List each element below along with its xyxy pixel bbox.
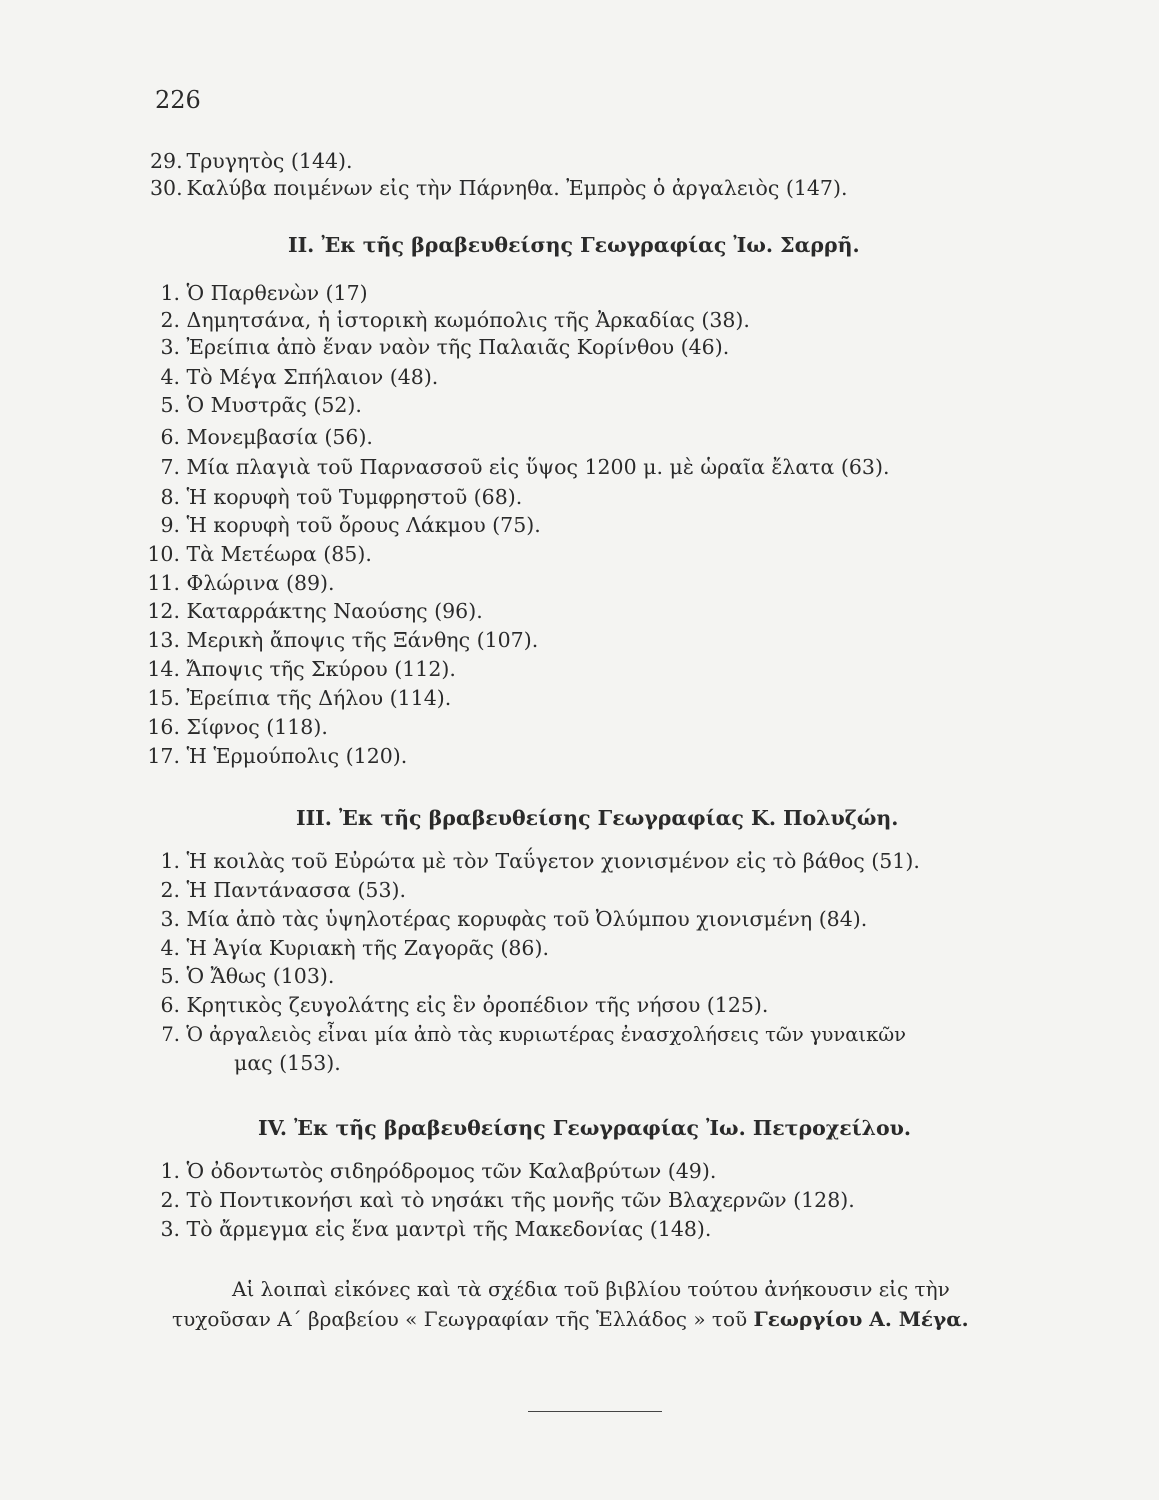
item-number: 8. bbox=[160, 485, 180, 509]
item-text: Μερικὴ ἄποψις τῆς Ξάνθης (107). bbox=[186, 628, 539, 652]
list-item bbox=[150, 148, 353, 174]
item-text: Ἐρείπια ἀπὸ ἕναν ναὸν τῆς Παλαιᾶς Κορίνθου (46). bbox=[186, 335, 730, 359]
item-text: Καταρράκτης Ναούσης (96). bbox=[186, 599, 483, 623]
item-text: Καλύβα ποιμένων εἰς τὴν Πάρνηθα. Ἐμπρὸς ὁ ἀργαλειὸς (147). bbox=[186, 176, 848, 200]
list-item bbox=[150, 364, 438, 390]
item-number: 16. bbox=[147, 715, 180, 739]
closing-note-line-2 bbox=[172, 1306, 969, 1332]
list-item bbox=[142, 743, 407, 769]
list-item bbox=[142, 541, 372, 567]
list-item bbox=[150, 512, 541, 538]
list-item bbox=[150, 1022, 906, 1048]
item-number: 1. bbox=[160, 281, 180, 305]
item-text: Ἡ κοιλὰς τοῦ Εὐρώτα μὲ τὸν Ταΰγετον χιονισμένον εἰς τὸ βάθος (51). bbox=[186, 849, 920, 873]
item-number: 30. bbox=[150, 176, 183, 200]
item-number: 12. bbox=[147, 599, 180, 623]
list-item bbox=[150, 484, 522, 510]
item-number: 29. bbox=[150, 149, 183, 173]
section-3-heading: III. Ἐκ τῆς βραβευθείσης Γεωγραφίας Κ. Πολυζώη. bbox=[296, 806, 899, 830]
list-item bbox=[142, 627, 538, 653]
item-number: 1. bbox=[160, 849, 180, 873]
item-number: 17. bbox=[147, 744, 180, 768]
list-item bbox=[150, 424, 373, 450]
section-2-heading: II. Ἐκ τῆς βραβευθείσης Γεωγραφίας Ἰω. Σαρρῆ. bbox=[288, 233, 860, 257]
item-text: Ἡ κορυφὴ τοῦ ὄρους Λάκμου (75). bbox=[186, 513, 541, 537]
item-number: 7. bbox=[161, 1023, 180, 1046]
item-number: 2. bbox=[160, 878, 180, 902]
item-text: Τὸ Μέγα Σπήλαιον (48). bbox=[186, 365, 439, 389]
item-number: 5. bbox=[160, 964, 180, 988]
item-number: 3. bbox=[160, 335, 180, 359]
list-item bbox=[142, 714, 328, 740]
list-item bbox=[150, 307, 750, 333]
list-item-continuation: μας (153). bbox=[234, 1051, 341, 1075]
item-number: 2. bbox=[160, 308, 180, 332]
item-number: 7. bbox=[160, 455, 180, 479]
list-item bbox=[150, 963, 334, 989]
item-text: Δημητσάνα, ἡ ἱστορικὴ κωμόπολις τῆς Ἀρκαδίας (38). bbox=[186, 308, 750, 332]
item-text: Ἡ Ἁγία Κυριακὴ τῆς Ζαγορᾶς (86). bbox=[186, 936, 549, 960]
item-number: 5. bbox=[160, 393, 180, 417]
item-number: 3. bbox=[160, 1217, 180, 1241]
item-number: 2. bbox=[160, 1188, 180, 1212]
item-text: Ἐρείπια τῆς Δήλου (114). bbox=[186, 686, 452, 710]
list-item bbox=[150, 280, 368, 306]
item-text: Μία ἀπὸ τὰς ὑψηλοτέρας κορυφὰς τοῦ Ὀλύμπου χιονισμένη (84). bbox=[186, 907, 868, 931]
item-text: Φλώρινα (89). bbox=[186, 571, 335, 595]
item-text: Ἄποψις τῆς Σκύρου (112). bbox=[186, 657, 456, 681]
item-number: 13. bbox=[147, 628, 180, 652]
item-number: 3. bbox=[160, 907, 180, 931]
item-text: Ἡ Παντάνασσα (53). bbox=[186, 878, 407, 902]
list-item bbox=[150, 1216, 711, 1242]
list-item bbox=[150, 935, 549, 961]
list-item bbox=[150, 175, 847, 201]
list-item bbox=[142, 570, 335, 596]
item-text: Τὰ Μετέωρα (85). bbox=[186, 542, 372, 566]
item-text: Μία πλαγιὰ τοῦ Παρνασσοῦ εἰς ὕψος 1200 μ. μὲ ὡραῖα ἔλατα (63). bbox=[186, 455, 890, 479]
item-text: Ὁ Παρθενὼν (17) bbox=[186, 281, 368, 305]
item-text: Σίφνος (118). bbox=[186, 715, 328, 739]
item-text: Τρυγητὸς (144). bbox=[186, 149, 353, 173]
item-number: 9. bbox=[160, 513, 180, 537]
item-text: Μονεμβασία (56). bbox=[186, 425, 373, 449]
item-text: Ὁ Ἄθως (103). bbox=[186, 964, 335, 988]
item-text: Τὸ ἄρμεγμα εἰς ἕνα μαντρὶ τῆς Μακεδονίας (148). bbox=[186, 1217, 712, 1241]
list-item bbox=[150, 877, 406, 903]
item-number: 14. bbox=[147, 657, 180, 681]
item-text: Ὁ ἀργαλειὸς εἶναι μία ἀπὸ τὰς κυριωτέρας ἐνασχολήσεις τῶν γυναικῶν bbox=[186, 1023, 907, 1046]
item-text: Ἡ κορυφὴ τοῦ Τυμφρηστοῦ (68). bbox=[186, 485, 523, 509]
closing-note-line-1: Αἱ λοιπαὶ εἰκόνες καὶ τὰ σχέδια τοῦ βιβλίου τούτου ἀνήκουσιν εἰς τὴν bbox=[232, 1277, 950, 1301]
list-item bbox=[142, 598, 483, 624]
item-text: Κρητικὸς ζευγολάτης εἰς ἓν ὀροπέδιον τῆς νήσου (125). bbox=[186, 993, 769, 1017]
item-text: Ἡ Ἑρμούπολις (120). bbox=[186, 744, 408, 768]
item-number: 4. bbox=[160, 365, 180, 389]
item-number: 11. bbox=[147, 571, 180, 595]
closing-note-author: Γεωργίου Α. Μέγα. bbox=[753, 1307, 969, 1331]
list-item bbox=[150, 1158, 716, 1184]
page-number: 226 bbox=[155, 86, 201, 114]
list-item bbox=[150, 392, 362, 418]
item-text: Ὁ Μυστρᾶς (52). bbox=[186, 393, 362, 417]
closing-note-prefix: τυχοῦσαν Α΄ βραβείου « Γεωγραφίαν τῆς Ἑλλάδος » τοῦ bbox=[172, 1307, 748, 1331]
section-4-heading: IV. Ἐκ τῆς βραβευθείσης Γεωγραφίας Ἰω. Πετροχείλου. bbox=[258, 1116, 912, 1140]
item-number: 1. bbox=[160, 1159, 180, 1183]
item-text: Τὸ Ποντικονήσι καὶ τὸ νησάκι τῆς μονῆς τῶν Βλαχερνῶν (128). bbox=[186, 1188, 855, 1212]
list-item bbox=[142, 685, 451, 711]
list-item bbox=[150, 906, 867, 932]
item-text: Ὁ ὀδοντωτὸς σιδηρόδρομος τῶν Καλαβρύτων (49). bbox=[186, 1159, 717, 1183]
item-number: 4. bbox=[160, 936, 180, 960]
item-number: 10. bbox=[147, 542, 180, 566]
list-item bbox=[150, 454, 890, 480]
list-item bbox=[150, 992, 768, 1018]
list-item bbox=[150, 848, 920, 874]
footer-rule bbox=[528, 1411, 662, 1412]
list-item bbox=[142, 656, 456, 682]
item-number: 6. bbox=[160, 993, 180, 1017]
item-number: 15. bbox=[147, 686, 180, 710]
list-item bbox=[150, 1187, 855, 1213]
item-number: 6. bbox=[160, 425, 180, 449]
list-item bbox=[150, 334, 729, 360]
